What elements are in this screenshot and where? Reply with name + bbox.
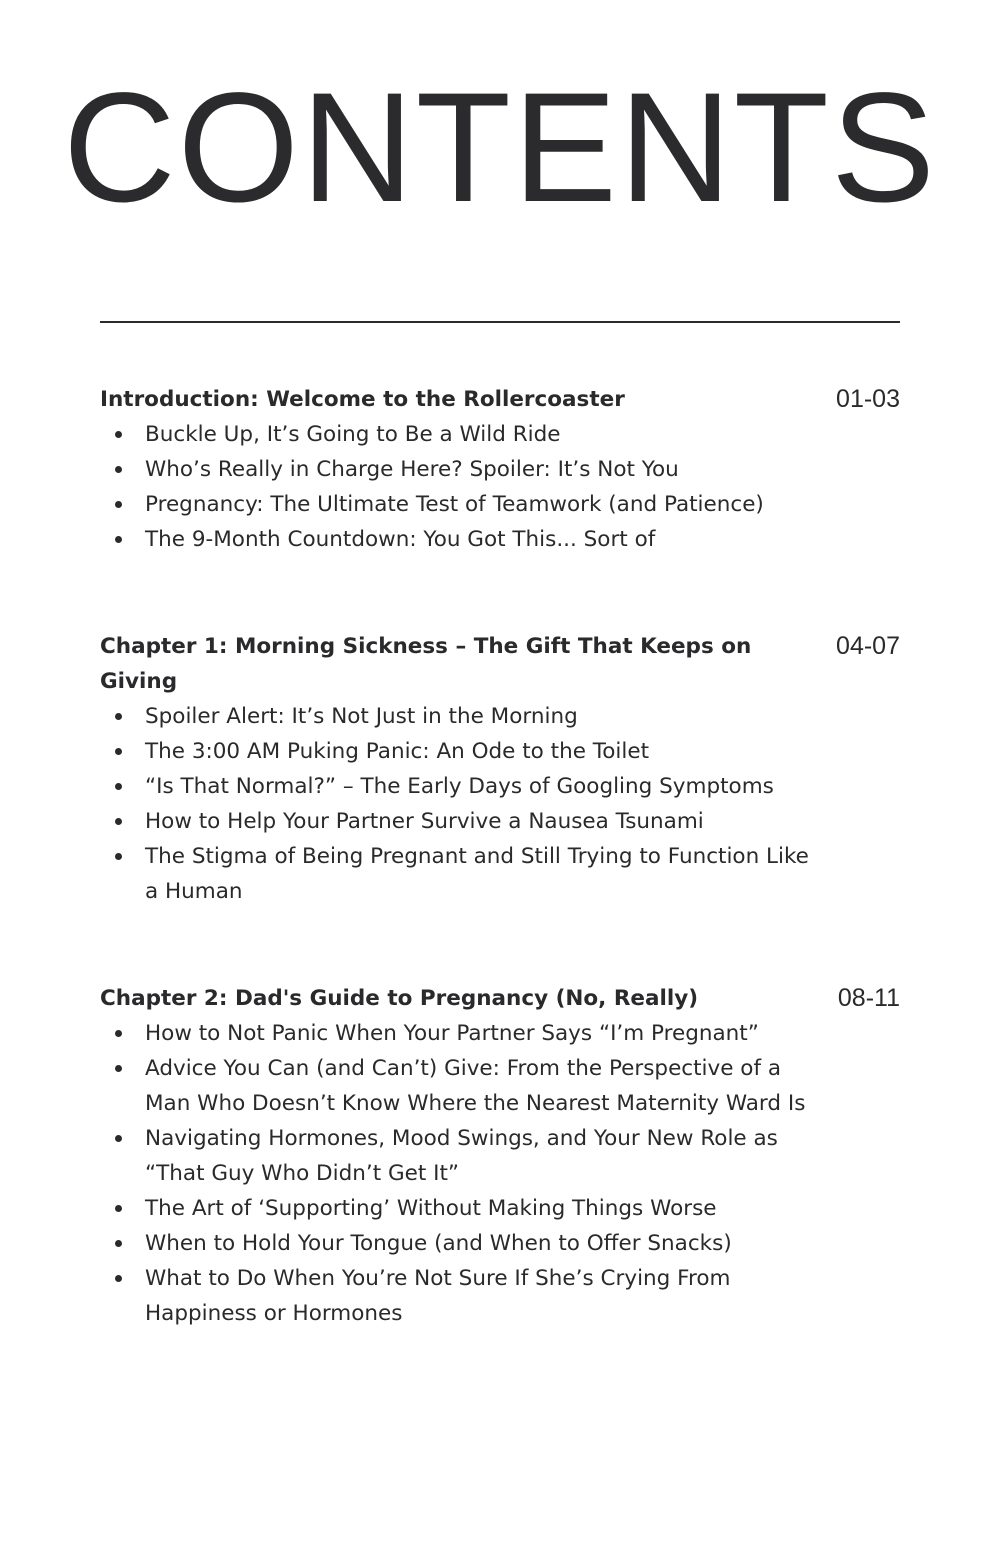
bullet-icon <box>115 818 122 825</box>
topic-text: How to Help Your Partner Survive a Nausea Tsunami <box>145 809 704 834</box>
toc-section-chapter-2 <box>100 981 900 1331</box>
section-header <box>100 382 900 417</box>
toc-section-introduction <box>100 382 900 557</box>
topic-item <box>100 839 810 909</box>
bullet-icon <box>115 1275 122 1282</box>
topic-text: The Stigma of Being Pregnant and Still Trying to Function Like a Human <box>145 844 809 904</box>
bullet-icon <box>115 748 122 755</box>
bullet-icon <box>115 536 122 543</box>
bullet-icon <box>115 501 122 508</box>
topic-text: When to Hold Your Tongue (and When to Offer Snacks) <box>145 1231 732 1256</box>
topic-list <box>100 1016 810 1331</box>
topic-item <box>100 522 810 557</box>
bullet-icon <box>115 713 122 720</box>
topic-item <box>100 1261 810 1331</box>
bullet-icon <box>115 1030 122 1037</box>
topic-item <box>100 1226 810 1261</box>
topic-item <box>100 769 810 804</box>
topic-text: Pregnancy: The Ultimate Test of Teamwork (and Patience) <box>145 492 764 517</box>
topic-item <box>100 487 810 522</box>
topic-item <box>100 699 810 734</box>
page-title: CONTENTS <box>63 61 937 235</box>
section-header <box>100 981 900 1016</box>
topic-item <box>100 1121 810 1191</box>
topic-text: What to Do When You’re Not Sure If She’s Crying From Happiness or Hormones <box>145 1266 731 1326</box>
page-range: 04-07 <box>836 632 900 660</box>
topic-text: Navigating Hormones, Mood Swings, and Your New Role as “That Guy Who Didn’t Get It” <box>145 1126 778 1186</box>
topic-text: The 9-Month Countdown: You Got This... Sort of <box>145 527 656 552</box>
topic-item <box>100 804 810 839</box>
topic-text: Advice You Can (and Can’t) Give: From the Perspective of a Man Who Doesn’t Know Where the Nearest Maternity Ward Is <box>145 1056 806 1116</box>
bullet-icon <box>115 1135 122 1142</box>
section-title: Chapter 2: Dad's Guide to Pregnancy (No, Really) <box>100 986 699 1011</box>
topic-list <box>100 699 810 909</box>
toc-section-chapter-1 <box>100 629 900 909</box>
topic-item <box>100 1191 810 1226</box>
bullet-icon <box>115 431 122 438</box>
page-range: 01-03 <box>836 385 900 413</box>
topic-text: The 3:00 AM Puking Panic: An Ode to the Toilet <box>145 739 650 764</box>
topic-item <box>100 1016 810 1051</box>
topic-text: Buckle Up, It’s Going to Be a Wild Ride <box>145 422 561 447</box>
topic-item <box>100 417 810 452</box>
topic-item <box>100 452 810 487</box>
topic-item <box>100 1051 810 1121</box>
topic-item <box>100 734 810 769</box>
topic-text: The Art of ‘Supporting’ Without Making Things Worse <box>145 1196 717 1221</box>
topic-text: “Is That Normal?” – The Early Days of Googling Symptoms <box>145 774 774 799</box>
topic-list <box>100 417 810 557</box>
page-range: 08-11 <box>837 984 900 1012</box>
bullet-icon <box>115 1205 122 1212</box>
topic-text: Who’s Really in Charge Here? Spoiler: It’s Not You <box>145 457 679 482</box>
bullet-icon <box>115 783 122 790</box>
section-title: Chapter 1: Morning Sickness – The Gift That Keeps on Giving <box>100 634 752 694</box>
title-divider <box>100 321 900 323</box>
bullet-icon <box>115 1065 122 1072</box>
bullet-icon <box>115 853 122 860</box>
section-title: Introduction: Welcome to the Rollercoaster <box>100 387 625 412</box>
topic-text: How to Not Panic When Your Partner Says “I’m Pregnant” <box>145 1021 759 1046</box>
bullet-icon <box>115 1240 122 1247</box>
bullet-icon <box>115 466 122 473</box>
topic-text: Spoiler Alert: It’s Not Just in the Morning <box>145 704 578 729</box>
section-header <box>100 629 900 699</box>
